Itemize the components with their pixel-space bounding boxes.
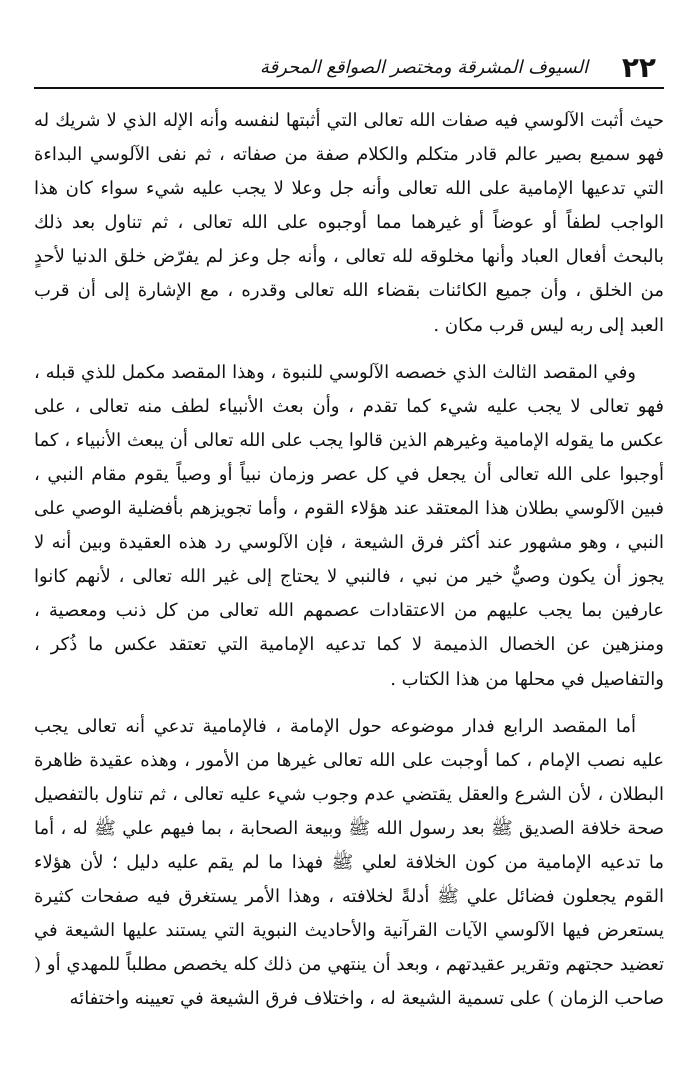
paragraph-gap [34, 343, 664, 356]
running-title: السيوف المشرقة ومختصر الصواقع المحرقة [259, 57, 589, 78]
paragraph-2: وفي المقصد الثالث الذي خصصه الآلوسي للنبوة ، وهذا المقصد مكمل للذي قبله ، فهو تعالى لا يجب عليه شيء كما تقدم ، وأن بعث الأنبياء لطف منه تعالى ، على عكس ما يقوله الإمامية وغيرهم الذين قالوا يجب على الله تعالى أن يبعث الأنبياء ، كما أوجبوا على الله تعالى أن يجعل في كل عصر وزمان نبياً أو وصياً يقوم مقام النبي ، فبين الآلوسي بطلان هذا المعتقد عند هؤلاء القوم ، وأما تجويزهم بأفضلية الوصي على النبي ، وهو مشهور عند أكثر فرق الشيعة ، فإن الآلوسي رد هذه العقيدة وبين أنه لا يجوز أن يكون وصيٌّ خير من نبي ، فالنبي لا يحتاج إلى غير الله تعالى ، لأنهم كانوا عارفين بما يجب عليهم من الاعتقادات عصمهم الله تعالى من كل ذنب ومعصية ، ومنزهين عن الخصال الذميمة لا كما تدعيه الإمامية التي تعتقد عكس ما ذُكر ، والتفاصيل في محلها من هذا الكتاب . [34, 361, 664, 690]
page-number: ٢٢ [621, 51, 656, 84]
book-page [34, 50, 664, 1060]
paragraph-1: حيث أثبت الآلوسي فيه صفات الله تعالى التي أثبتها لنفسه وأنه الإله الذي لا شريك له فهو سميع بصير عالم قادر متكلم والكلام صفة من صفاته ، ثم نفى الآلوسي البداءة التي تدعيها الإمامية على الله تعالى وأنه جل وعلا لا يجب عليه شيء سواء كان هذا الواجب لطفاً أو عوضاً أو غيرهما مما أوجبوه على الله تعالى ، ثم تناول بعد ذلك بالبحث أفعال العباد وأنها مخلوقه لله تعالى ، وأنه جل وعز لم يفرّض خلق الدنيا لأحدٍ من الخلق ، وأن جميع الكائنات بقضاء الله تعالى وقدره ، مع الإشارة إلى أن قرب العبد إلى ربه ليس قرب مكان . [34, 110, 664, 336]
header-rule [34, 87, 664, 89]
page-header [34, 50, 664, 88]
body-text [34, 104, 664, 1016]
paragraph-gap [34, 697, 664, 710]
paragraph-3: أما المقصد الرابع فدار موضوعه حول الإمامة ، فالإمامية تدعي أنه تعالى يجب عليه نصب الإمام ، كما أوجبت على الله تعالى غيرها من الأمور ، وهذه عقيدة ظاهرة البطلان ، لأن الشرع والعقل يقتضي عدم وجوب شيء عليه تعالى ، ثم تناول بالتفصيل صحة خلافة الصديق ﷺ بعد رسول الله ﷺ وبيعة الصحابة ، بما فيهم علي ﷺ له ، أما ما تدعيه الإمامية من كون الخلافة لعلي ﷺ فهذا ما لم يقم عليه دليل ؛ لأن هؤلاء القوم يجعلون فضائل علي ﷺ أدلةً لخلافته ، وهذا الأمر يستغرق فيه صفحات كثيرة يستعرض فيها الآلوسي الآيات القرآنية والأحاديث النبوية التي يستند عليها الشيعة في تعضيد حجتهم وتقرير عقيدتهم ، وبعد أن ينتهي من ذلك كله يخصص مطلباً للمهدي أو ( صاحب الزمان ) على تسمية الشيعة له ، واختلاف فرق الشيعة في تعيينه واختفائه [34, 715, 664, 1010]
